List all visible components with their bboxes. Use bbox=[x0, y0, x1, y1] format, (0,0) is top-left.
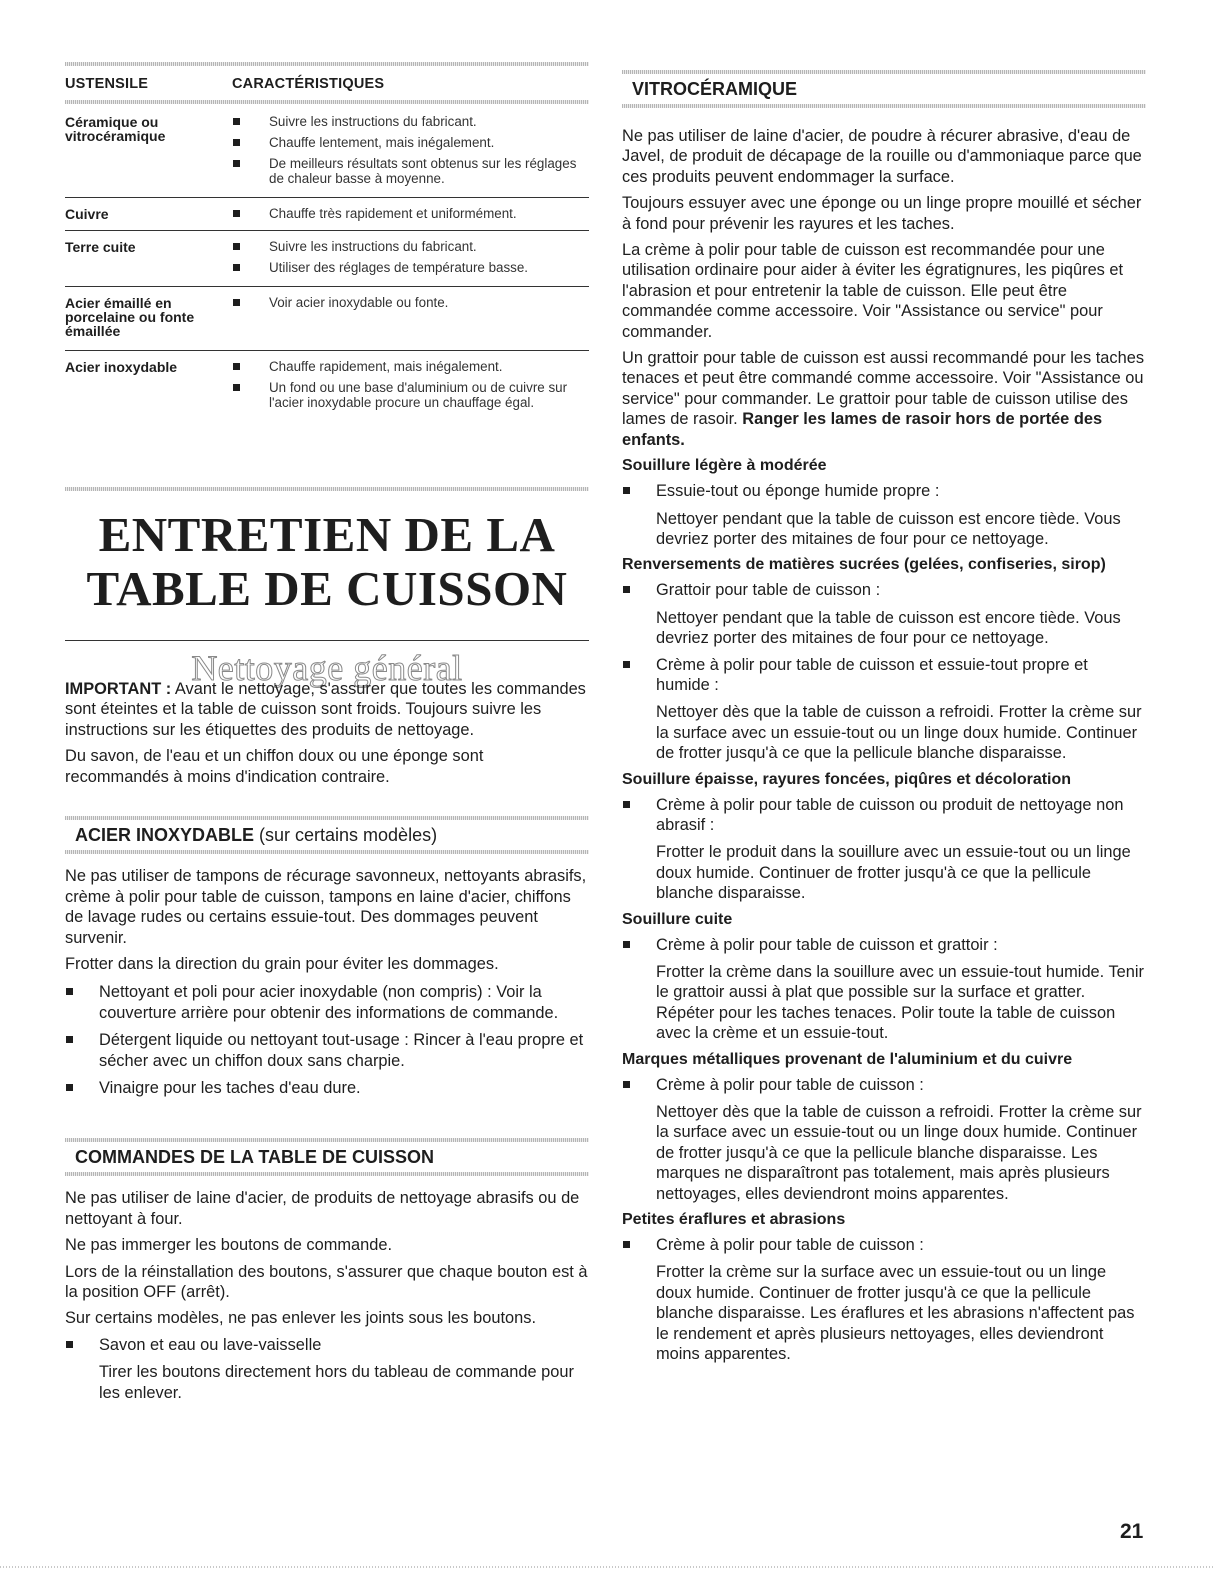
paragraph: Un grattoir pour table de cuisson est aussi recommandé pour les taches tenaces et peut être commandé comme accessoire. Voir "Assistance ou service" pour commander. Le grattoir pour table de cuisson utilise des lames de rasoir. Ranger les lames de rasoir hors de portée des enfants. bbox=[622, 349, 1145, 449]
subsection-heading: Marques métalliques provenant de l'aluminium et du cuivre bbox=[622, 1050, 1073, 1068]
indented-text: Nettoyer pendant que la table de cuisson est encore tiède. Vous devriez porter des mitaines de four pour ce nettoyage. bbox=[656, 509, 1121, 548]
paragraph: Frotter dans la direction du grain pour éviter les dommages. bbox=[65, 955, 499, 974]
title-top-bar bbox=[65, 487, 589, 491]
bullet-square-icon bbox=[233, 384, 240, 391]
page-number: 21 bbox=[1120, 1520, 1144, 1543]
important-text: Avant le nettoyage, s'assurer que toutes les commandes sont éteintes et la table de cuisson sont froids. Toujours suivre les instructions sur les étiquettes des produits de nettoyage. bbox=[65, 680, 586, 739]
characteristics-list bbox=[232, 239, 589, 275]
list-item: Un fond ou une base d'aluminium ou de cuivre sur l'acier inoxydable procure un chauffage égal. bbox=[232, 380, 589, 410]
list-item: Crème à polir pour table de cuisson : bbox=[622, 1235, 1146, 1255]
page-title bbox=[65, 508, 589, 616]
list-item: Savon et eau ou lave-vaisselle bbox=[65, 1335, 589, 1355]
list-item: Crème à polir pour table de cuisson : bbox=[622, 1075, 1146, 1095]
page-title-line1: ENTRETIEN DE LA bbox=[98, 507, 556, 562]
paragraph: Toujours essuyer avec une éponge ou un linge propre mouillé et sécher à fond pour prévenir les rayures et les taches. bbox=[622, 194, 1142, 233]
table-header-row bbox=[65, 66, 589, 100]
indented-text: Nettoyer dès que la table de cuisson a refroidi. Frotter la crème sur la surface avec un essuie-tout ou un linge doux humide. Continuer de frotter jusqu'à ce que la pellicule blanche disparaisse. bbox=[656, 703, 1142, 763]
bullet-square-icon bbox=[623, 661, 630, 668]
paragraph: La crème à polir pour table de cuisson est recommandée pour une utilisation ordinaire pour aider à éviter les égratignures, les piqûres et l'abrasion et pour entretenir la table de cuisson. Elle peut être commandée comme accessoire. Voir "Assistance ou service" pour commander. bbox=[622, 241, 1124, 341]
table-row bbox=[65, 198, 589, 231]
section-subtitle: Nettoyage général bbox=[191, 648, 463, 688]
subsection-heading: Souillure épaisse, rayures foncées, piqûres et décoloration bbox=[622, 770, 1072, 788]
utensil-name: Acier inoxydable bbox=[65, 359, 178, 375]
header-characteristics: CARACTÉRISTIQUES bbox=[232, 76, 385, 92]
section-bar bbox=[65, 850, 589, 854]
indented-text: Frotter le produit dans la souillure avec un essuie-tout ou un linge doux humide. Continuer de frotter jusqu'à ce que la pellicule blanche disparaisse. bbox=[656, 843, 1131, 903]
bullet-square-icon bbox=[623, 487, 630, 494]
list-item: Chauffe lentement, mais inégalement. bbox=[232, 135, 589, 150]
list-item: Grattoir pour table de cuisson : bbox=[622, 580, 1146, 600]
warning-text: Ranger les lames de rasoir hors de portée des enfants. bbox=[622, 410, 1103, 449]
page-title-line2: TABLE DE CUISSON bbox=[86, 561, 568, 616]
paragraph: Ne pas utiliser de tampons de récurage savonneux, nettoyants abrasifs, crème à polir pour table de cuisson, tampons en laine d'acier, chiffons de lavage rudes ou certains essuie-tout. Des dommages peuvent survenir. bbox=[65, 867, 587, 947]
bullet-square-icon bbox=[233, 160, 240, 167]
list-item: Utiliser des réglages de température basse. bbox=[232, 260, 589, 275]
list-item: Détergent liquide ou nettoyant tout-usage : Rincer à l'eau propre et sécher avec un chiffon doux sans charpie. bbox=[65, 1030, 589, 1071]
list-item: Crème à polir pour table de cuisson ou produit de nettoyage non abrasif : bbox=[622, 795, 1146, 836]
table-row bbox=[65, 104, 589, 198]
paragraph: Ne pas immerger les boutons de commande. bbox=[65, 1236, 393, 1255]
section-heading: COMMANDES DE LA TABLE DE CUISSON bbox=[75, 1147, 435, 1167]
list-item: Crème à polir pour table de cuisson et grattoir : bbox=[622, 935, 1146, 955]
bullet-square-icon bbox=[623, 1081, 630, 1088]
list-item: Crème à polir pour table de cuisson et essuie-tout propre et humide : bbox=[622, 655, 1146, 696]
subsection-heading: Petites éraflures et abrasions bbox=[622, 1211, 846, 1229]
list-item: Voir acier inoxydable ou fonte. bbox=[232, 295, 589, 310]
section-heading: VITROCÉRAMIQUE bbox=[632, 79, 798, 99]
characteristics-list bbox=[232, 359, 589, 410]
paragraph: Sur certains modèles, ne pas enlever les joints sous les boutons. bbox=[65, 1309, 537, 1328]
bullet-square-icon bbox=[66, 1036, 73, 1043]
utensil-name: Céramique ou vitrocéramique bbox=[65, 114, 166, 144]
bullet-square-icon bbox=[233, 139, 240, 146]
header-utensil: USTENSILE bbox=[65, 76, 149, 92]
bottom-edge bbox=[0, 1566, 1213, 1568]
section-bar bbox=[65, 1172, 589, 1176]
indented-text: Nettoyer pendant que la table de cuisson est encore tiède. Vous devriez porter des mitaines de four pour ce nettoyage. bbox=[656, 608, 1121, 648]
bullet-square-icon bbox=[233, 210, 240, 217]
paragraph: Lors de la réinstallation des boutons, s'assurer que chaque bouton est à la position OFF (arrêt). bbox=[65, 1262, 588, 1302]
bullet-square-icon bbox=[233, 243, 240, 250]
bullet-square-icon bbox=[233, 363, 240, 370]
utensil-name: Terre cuite bbox=[65, 239, 136, 255]
vitro-section-body bbox=[622, 126, 1146, 1371]
list-item: Essuie-tout ou éponge humide propre : bbox=[622, 481, 1146, 501]
bullet-square-icon bbox=[623, 941, 630, 948]
indented-text: Frotter la crème sur la surface avec un essuie-tout ou un linge doux humide. Continuer de frotter jusqu'à ce que la pellicule blanche disparaisse. Les éraflures et les abrasions n'affectent pas le rendement et après plusieurs nettoyages, elles deviendront moins apparentes. bbox=[656, 1263, 1135, 1364]
important-paragraph bbox=[65, 679, 589, 740]
indented-text: Nettoyer dès que la table de cuisson a refroidi. Frotter la crème sur la surface avec un essuie-tout ou un linge doux humide. Continuer de frotter jusqu'à ce que la pellicule blanche disparaisse. Les marques ne disparaîtront pas totalement, mais après plusieurs nettoyages, elles deviendront moins apparentes. bbox=[656, 1103, 1142, 1203]
list-item: De meilleurs résultats sont obtenus sur les réglages de chaleur basse à moyenne. bbox=[232, 156, 589, 186]
subsection-heading: Souillure légère à modérée bbox=[622, 457, 827, 475]
bullet-square-icon bbox=[233, 264, 240, 271]
bullet-square-icon bbox=[66, 988, 73, 995]
indented-text: Frotter la crème dans la souillure avec un essuie-tout humide. Tenir le grattoir aussi à plat que possible sur la surface et gratter. Répéter pour les taches tenaces. Polir toute la table de cuisson avec la crème et un essuie-tout. bbox=[656, 963, 1145, 1043]
section-bar bbox=[622, 104, 1146, 108]
characteristics-list bbox=[232, 295, 589, 338]
table-row bbox=[65, 287, 589, 351]
bullet-square-icon bbox=[623, 1241, 630, 1248]
section-heading: ACIER INOXYDABLE (sur certains modèles) bbox=[75, 825, 438, 845]
important-label: IMPORTANT : bbox=[65, 680, 172, 698]
characteristics-list bbox=[232, 206, 589, 221]
list-item: Nettoyant et poli pour acier inoxydable (non compris) : Voir la couverture arrière pour obtenir des informations de commande. bbox=[65, 982, 589, 1023]
vitro-section-header bbox=[622, 70, 1146, 108]
bullet-square-icon bbox=[233, 299, 240, 306]
subsection-heading: Renversements de matières sucrées (gelées, confiseries, sirop) bbox=[622, 556, 1106, 574]
section-title-block bbox=[65, 487, 589, 689]
bullet-square-icon bbox=[233, 118, 240, 125]
list-item: Suivre les instructions du fabricant. bbox=[232, 114, 589, 129]
table-row bbox=[65, 351, 589, 419]
title-divider bbox=[65, 640, 589, 641]
controls-section bbox=[65, 1138, 589, 1409]
cookware-table bbox=[65, 62, 589, 419]
table-row bbox=[65, 231, 589, 287]
list-item: Suivre les instructions du fabricant. bbox=[232, 239, 589, 254]
utensil-name: Cuivre bbox=[65, 206, 109, 222]
bullet-square-icon bbox=[66, 1084, 73, 1091]
characteristics-list bbox=[232, 114, 589, 186]
important-notice bbox=[65, 679, 589, 793]
paragraph: Ne pas utiliser de laine d'acier, de produits de nettoyage abrasifs ou de nettoyant à four. bbox=[65, 1189, 580, 1228]
stainless-section bbox=[65, 816, 589, 1105]
list-item: Vinaigre pour les taches d'eau dure. bbox=[65, 1078, 589, 1098]
bullet-square-icon bbox=[623, 586, 630, 593]
list-item: Chauffe très rapidement et uniformément. bbox=[232, 206, 589, 221]
utensil-name: Acier émaillé en porcelaine ou fonte émaillée bbox=[65, 295, 195, 339]
indented-text: Tirer les boutons directement hors du tableau de commande pour les enlever. bbox=[99, 1363, 574, 1402]
bullet-square-icon bbox=[66, 1341, 73, 1348]
paragraph: Ne pas utiliser de laine d'acier, de poudre à récurer abrasive, d'eau de Javel, de produit de décapage de la rouille ou d'ammoniaque parce que ces produits peuvent endommager la surface. bbox=[622, 127, 1142, 186]
bullet-square-icon bbox=[623, 801, 630, 808]
list-item: Chauffe rapidement, mais inégalement. bbox=[232, 359, 589, 374]
subsection-heading: Souillure cuite bbox=[622, 910, 733, 928]
soap-paragraph: Du savon, de l'eau et un chiffon doux ou une éponge sont recommandés à moins d'indication contraire. bbox=[65, 747, 484, 786]
